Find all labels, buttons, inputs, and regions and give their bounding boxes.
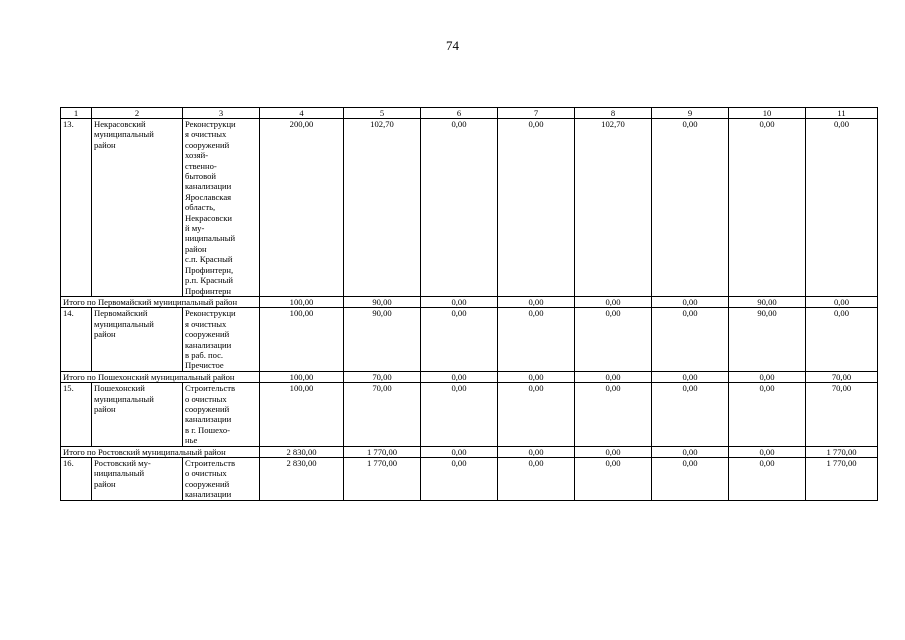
value-cell: 70,00 (344, 383, 421, 446)
header-cell: 10 (729, 108, 806, 119)
object-cell (183, 308, 260, 371)
district-text: Первомайский муниципальный район (94, 308, 154, 340)
object-cell (183, 383, 260, 446)
value-cell: 0,00 (652, 296, 729, 307)
total-title: Итого по Первомайский муниципальный район (61, 296, 260, 307)
value-cell: 1 770,00 (344, 458, 421, 501)
value-cell: 0,00 (498, 383, 575, 446)
header-cell: 6 (421, 108, 498, 119)
table-row (61, 383, 878, 446)
value-cell: 0,00 (806, 119, 878, 297)
row-number: 14. (61, 308, 92, 371)
object-text: Реконструкци я очистных сооружений хозяй- ственно- бытовой канализации Ярославская область, Некрасовски й му- ниципальный район с.п. Красный Профинтерн, р.п. Красный Профинтерн (185, 119, 236, 296)
header-cell: 11 (806, 108, 878, 119)
value-cell: 0,00 (729, 119, 806, 297)
value-cell: 0,00 (421, 383, 498, 446)
value-cell: 200,00 (260, 119, 344, 297)
value-cell: 0,00 (421, 446, 498, 457)
value-cell: 1 770,00 (344, 446, 421, 457)
value-cell: 102,70 (344, 119, 421, 297)
value-cell: 0,00 (652, 446, 729, 457)
value-cell: 100,00 (260, 308, 344, 371)
value-cell: 1 770,00 (806, 458, 878, 501)
value-cell: 2 830,00 (260, 446, 344, 457)
header-cell: 4 (260, 108, 344, 119)
value-cell: 0,00 (575, 446, 652, 457)
object-text: Реконструкци я очистных сооружений канализации в раб. пос. Пречистое (185, 308, 236, 371)
district-cell (92, 119, 183, 297)
value-cell: 0,00 (498, 446, 575, 457)
district-cell (92, 308, 183, 371)
value-cell: 0,00 (575, 371, 652, 382)
district-text: Ростовский му- ниципальный район (94, 458, 151, 489)
value-cell: 0,00 (806, 308, 878, 371)
value-cell: 70,00 (344, 371, 421, 382)
value-cell: 0,00 (652, 383, 729, 446)
value-cell: 90,00 (729, 296, 806, 307)
table-row (61, 119, 878, 297)
value-cell: 0,00 (729, 371, 806, 382)
value-cell: 0,00 (498, 371, 575, 382)
value-cell: 0,00 (652, 308, 729, 371)
value-cell: 0,00 (575, 458, 652, 501)
object-cell (183, 458, 260, 501)
value-cell: 0,00 (652, 119, 729, 297)
value-cell: 70,00 (806, 383, 878, 446)
table-row (61, 458, 878, 501)
table-row (61, 308, 878, 371)
header-cell: 2 (92, 108, 183, 119)
district-text: Пошехонский муниципальный район (94, 383, 154, 414)
row-number: 13. (61, 119, 92, 297)
total-title: Итого по Пошехонский муниципальный район (61, 371, 260, 382)
district-text: Некрасовский муниципальный район (94, 119, 154, 150)
value-cell: 100,00 (260, 296, 344, 307)
value-cell: 0,00 (575, 383, 652, 446)
object-text: Строительств о очистных сооружений канализации (185, 458, 236, 500)
total-row (61, 371, 878, 382)
header-cell: 8 (575, 108, 652, 119)
object-cell (183, 119, 260, 297)
value-cell: 90,00 (729, 308, 806, 371)
value-cell: 0,00 (729, 446, 806, 457)
header-cell: 5 (344, 108, 421, 119)
row-number: 15. (61, 383, 92, 446)
table-body (61, 108, 878, 501)
object-text: Строительств о очистных сооружений канализации в г. Пошехо- нье (185, 383, 236, 446)
value-cell: 0,00 (575, 296, 652, 307)
value-cell: 0,00 (421, 119, 498, 297)
header-cell: 3 (183, 108, 260, 119)
value-cell: 70,00 (806, 371, 878, 382)
page-number: 74 (446, 38, 459, 53)
value-cell: 0,00 (806, 296, 878, 307)
value-cell: 1 770,00 (806, 446, 878, 457)
total-row (61, 296, 878, 307)
value-cell: 0,00 (498, 119, 575, 297)
value-cell: 0,00 (498, 458, 575, 501)
district-cell (92, 383, 183, 446)
total-title: Итого по Ростовский муниципальный район (61, 446, 260, 457)
value-cell: 0,00 (498, 296, 575, 307)
value-cell: 100,00 (260, 383, 344, 446)
value-cell: 0,00 (575, 308, 652, 371)
table-header-row (61, 108, 878, 119)
funding-table (60, 107, 878, 501)
value-cell: 0,00 (652, 458, 729, 501)
header-cell: 9 (652, 108, 729, 119)
value-cell: 0,00 (498, 308, 575, 371)
value-cell: 0,00 (729, 383, 806, 446)
value-cell: 102,70 (575, 119, 652, 297)
header-cell: 7 (498, 108, 575, 119)
row-number: 16. (61, 458, 92, 501)
value-cell: 0,00 (729, 458, 806, 501)
value-cell: 90,00 (344, 296, 421, 307)
value-cell: 0,00 (421, 308, 498, 371)
value-cell: 0,00 (421, 371, 498, 382)
value-cell: 0,00 (652, 371, 729, 382)
value-cell: 0,00 (421, 296, 498, 307)
value-cell: 100,00 (260, 371, 344, 382)
value-cell: 90,00 (344, 308, 421, 371)
value-cell: 0,00 (421, 458, 498, 501)
district-cell (92, 458, 183, 501)
header-cell: 1 (61, 108, 92, 119)
value-cell: 2 830,00 (260, 458, 344, 501)
total-row (61, 446, 878, 457)
